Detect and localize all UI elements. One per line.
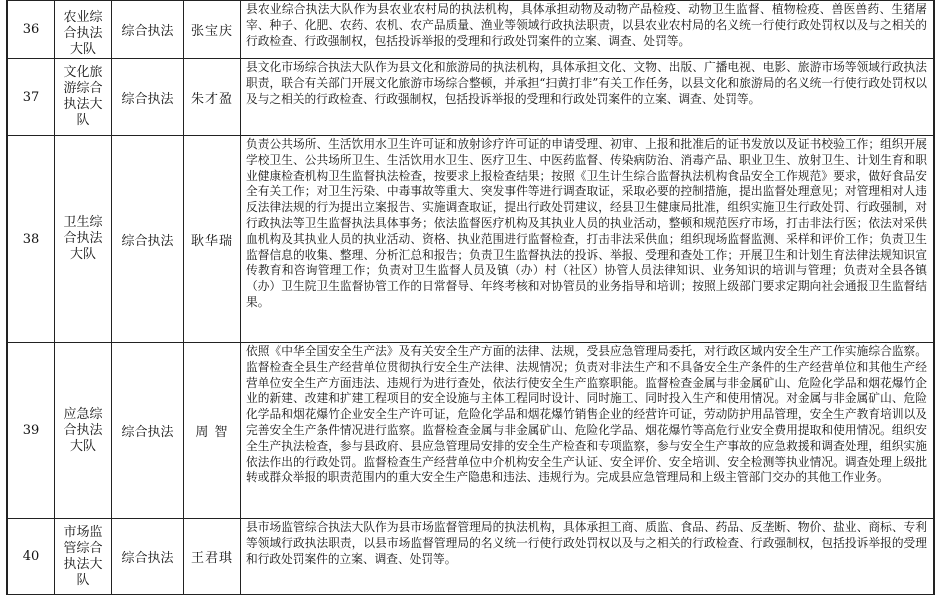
duty-description: 县农业综合执法大队作为县农业农村局的执法机构，具体承担动物及动物产品检疫、动物卫生监督、植物检疫、兽医兽药、生猪屠宰、种子、化肥、农药、农机、农产品质量、渔业等领域行政执法职责，以县农业农村局的名义统一行使行政处罚权以及与之相关的行政检查、行政强制权，包括投诉举报的受理和行政处罚案件的立案、调查、处罚等。 [246,2,927,48]
unit-leader: 王君琪 [184,519,241,595]
duty-table [7,0,934,595]
table-row [8,343,934,519]
unit-name: 应急综合执法大队 [63,406,103,454]
duty-description-cell [241,1,934,59]
unit-name-cell [55,519,112,595]
row-number: 37 [8,59,55,136]
row-number: 36 [8,1,55,59]
table-row [8,1,934,59]
duty-description-cell [241,519,934,595]
unit-type: 综合执法 [112,519,184,595]
unit-leader: 张宝庆 [184,1,241,59]
duty-description-cell [241,136,934,343]
unit-name: 市场监管综合执法大队 [63,524,103,588]
duty-description: 县市场监管综合执法大队作为县市场监督管理局的执法机构，具体承担工商、质监、食品、药品、反垄断、物价、盐业、商标、专利等领域行政执法职责，以县市场监督管理局的名义统一行使行政处罚权以及与之相关的行政检查、行政强制权，包括投诉举报的受理和行政处罚案件的立案、调查、处罚等。 [246,520,927,566]
table-row [8,136,934,343]
unit-type: 综合执法 [112,1,184,59]
unit-name-cell [55,1,112,59]
unit-leader: 周 智 [184,343,241,519]
row-number: 40 [8,519,55,595]
duty-table-sheet [6,0,935,595]
duty-description-cell [241,343,934,519]
row-number: 38 [8,136,55,343]
duty-description: 负责公共场所、生活饮用水卫生许可证和放射诊疗许可证的申请受理、初审、上报和批准后的证书发放以及证书校验工作；组织开展学校卫生、公共场所卫生、生活饮用水卫生、医疗卫生、中医药监督、传染病防治、消毒产品、职业卫生、放射卫生、计划生育和职业健康检查机构卫生监督执法检查，按要求上报检查结果；按照《卫生计生综合监督执法机构食品安全工作规范》要求，做好食品安全有关工作；对卫生污染、中毒事故等重大、突发事件等进行调查取证，采取必要的控制措施，提出监督处理意见；对管理相对人违反法律法规的行为提出立案报告、实施调查取证，提出行政处罚建议，经县卫生健康局批准，组织实施卫生行政处罚、行政强制，对行政执法等卫生监督执法具体事务；依法监督医疗机构及其执业人员的执业活动，整顿和规范医疗市场，打击非法行医；依法对采供血机构及其执业人员的执业活动、资格、执业范围进行监督检查，打击非法采供血；组织现场监督监测、采样和评价工作；负责卫生监督信息的收集、整理、分析汇总和报告；负责卫生监督执法的投诉、举报、受理和查处工作；开展卫生和计划生育法律法规知识宣传教育和咨询管理工作；负责对卫生监督人员及镇（办）村（社区）协管人员法律知识、业务知识的培训与管理；负责对全县各镇（办）卫生院卫生监督协管工作的日常督导、年终考核和对协管员的业务指导和培训；按照上级部门要求定期向社会通报卫生监督结果。 [246,137,927,309]
unit-name: 文化旅游综合执法大队 [63,65,103,128]
unit-name-cell [55,136,112,343]
unit-type: 综合执法 [112,59,184,136]
table-row [8,519,934,595]
unit-name: 农业综合执法大队 [63,10,103,57]
row-number: 39 [8,343,55,519]
unit-type: 综合执法 [112,136,184,343]
unit-name-cell [55,343,112,519]
table-row [8,59,934,136]
duty-description-cell [241,59,934,136]
unit-name: 卫生综合执法大队 [63,215,103,262]
unit-leader: 耿华瑞 [184,136,241,343]
unit-leader: 朱才盈 [184,59,241,136]
unit-name-cell [55,59,112,136]
duty-description: 县文化市场综合执法大队作为县文化和旅游局的执法机构，具体承担文化、文物、出版、广播电视、电影、旅游市场等领域行政执法职责，联合有关部门开展文化旅游市场综合整顿，并承担“扫黄打非”有关工作任务，以县文化和旅游局的名义统一行使行政处罚权以及与之相关的行政检查、行政强制权，包括投诉举报的受理和行政处罚案件的立案、调查、处罚等。 [246,60,927,106]
duty-description: 依照《中华全国安全生产法》及有关安全生产方面的法律、法规，受县应急管理局委托，对行政区域内安全生产工作实施综合监察。监督检查全县生产经营单位贯彻执行安全生产法律、法规情况；负责对非法生产和不具备安全生产条件的生产经营单位和其他生产经营单位安全生产方面违法、违规行为进行查处，依法行使安全生产监察职能。监督检查金属与非金属矿山、危险化学品和烟花爆竹企业的新建、改建和扩建工程项目的安全设施与主体工程同时设计、同时施工、同时投入生产和使用情况。对金属与非金属矿山、危险化学品和烟花爆竹企业安全生产许可证，危险化学品和烟花爆竹销售企业的经营许可证，劳动防护用品管理，安全生产教育培训以及完善安全生产条件情况进行监察。监督检查金属与非金属矿山、危险化学品、烟花爆竹等高危行业安全费用提取和使用情况。组织安全生产执法检查，参与县政府、县应急管理局安排的安全生产检查和专项监察，参与安全生产事故的应急救援和调查处理，组织实施依法作出的行政处罚。监督检查生产经营单位中介机构安全生产认证、安全评价、安全培训、安全检测等执业情况。调查处理上级批转或群众举报的职责范围内的重大安全生产隐患和违法、违规行为。完成县应急管理局和上级主管部门交办的其他工作业务。 [246,344,927,485]
unit-type: 综合执法 [112,343,184,519]
